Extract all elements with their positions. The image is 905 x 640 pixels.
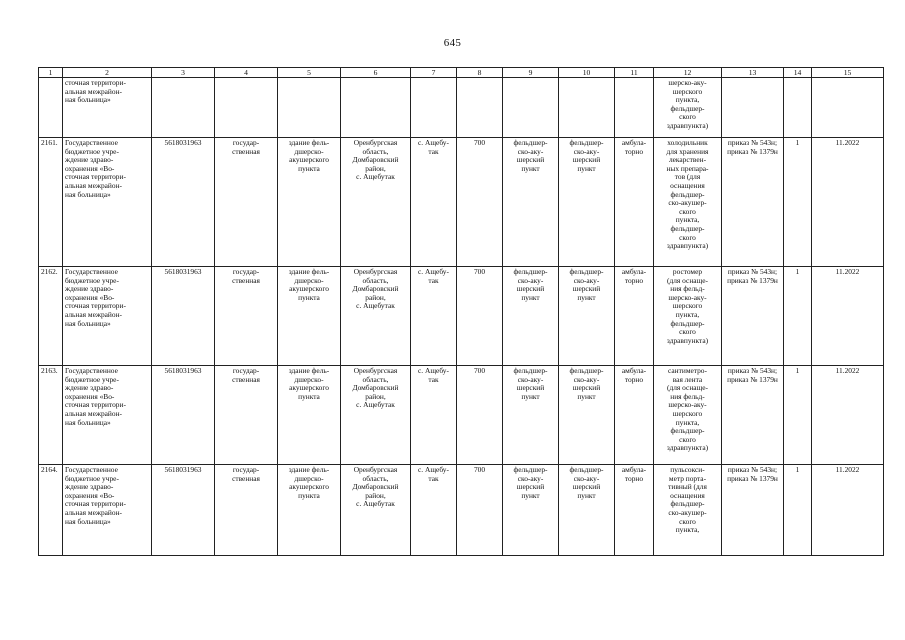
- cell-col-1: [39, 78, 63, 138]
- table-row: [39, 138, 884, 267]
- col-header-2: 2: [63, 68, 152, 78]
- cell-col-5: здание фель- дшерско- акушерского пункта: [278, 267, 341, 366]
- cell-col-6: Оренбургская область, Домбаровский район, с. Ащебутак: [341, 465, 411, 556]
- cell-col-4: государ- ственная: [215, 366, 278, 465]
- cell-col-14: [784, 78, 812, 138]
- cell-col-8: 700: [457, 138, 503, 267]
- cell-col-9: фельдшер- ско-аку- шерский пункт: [503, 267, 559, 366]
- cell-col-8: 700: [457, 267, 503, 366]
- col-header-3: 3: [152, 68, 215, 78]
- cell-col-3: 5618031963: [152, 267, 215, 366]
- cell-col-9: [503, 78, 559, 138]
- cell-col-13: [722, 78, 784, 138]
- cell-col-1: 2162.: [39, 267, 63, 366]
- cell-col-15: [812, 78, 884, 138]
- cell-col-10: фельдшер- ско-аку- шерский пункт: [559, 138, 615, 267]
- cell-col-10: [559, 78, 615, 138]
- cell-col-14: 1: [784, 465, 812, 556]
- cell-col-13: приказ № 543н; приказ № 1379н: [722, 465, 784, 556]
- col-header-11: 11: [615, 68, 654, 78]
- cell-col-12: пульсокси- метр порта- тивный (для оснащения фельдшер- ско-акушер- ского пункта,: [654, 465, 722, 556]
- col-header-8: 8: [457, 68, 503, 78]
- cell-col-4: государ- ственная: [215, 267, 278, 366]
- column-number-row: [39, 68, 884, 78]
- cell-col-9: фельдшер- ско-аку- шерский пункт: [503, 138, 559, 267]
- cell-col-5: здание фель- дшерско- акушерского пункта: [278, 138, 341, 267]
- cell-col-4: государ- ственная: [215, 138, 278, 267]
- cell-col-2: Государственное бюджетное учре- ждение здраво- охранения «Во- сточная территори- альная межрайон- ная больница»: [63, 267, 152, 366]
- cell-col-7: [411, 78, 457, 138]
- cell-col-3: 5618031963: [152, 138, 215, 267]
- cell-col-12: ростомер (для оснаще- ния фельд- шерско-аку- шерского пункта, фельдшер- ского здравпункта): [654, 267, 722, 366]
- cell-col-15: 11.2022: [812, 366, 884, 465]
- cell-col-8: [457, 78, 503, 138]
- cell-col-13: приказ № 543н; приказ № 1379н: [722, 366, 784, 465]
- col-header-7: 7: [411, 68, 457, 78]
- cell-col-1: 2161.: [39, 138, 63, 267]
- cell-col-6: Оренбургская область, Домбаровский район, с. Ащебутак: [341, 138, 411, 267]
- col-header-13: 13: [722, 68, 784, 78]
- col-header-9: 9: [503, 68, 559, 78]
- cell-col-15: 11.2022: [812, 465, 884, 556]
- cell-col-3: 5618031963: [152, 366, 215, 465]
- table-row: [39, 78, 884, 138]
- cell-col-8: 700: [457, 465, 503, 556]
- cell-col-1: 2163.: [39, 366, 63, 465]
- cell-col-10: фельдшер- ско-аку- шерский пункт: [559, 465, 615, 556]
- cell-col-5: [278, 78, 341, 138]
- col-header-6: 6: [341, 68, 411, 78]
- cell-col-5: здание фель- дшерско- акушерского пункта: [278, 465, 341, 556]
- cell-col-6: Оренбургская область, Домбаровский район, с. Ащебутак: [341, 366, 411, 465]
- cell-col-10: фельдшер- ско-аку- шерский пункт: [559, 366, 615, 465]
- cell-col-3: 5618031963: [152, 465, 215, 556]
- cell-col-7: с. Ащебу- так: [411, 138, 457, 267]
- page-number: 645: [443, 37, 462, 49]
- cell-col-15: 11.2022: [812, 267, 884, 366]
- register-table: [38, 67, 884, 556]
- cell-col-9: фельдшер- ско-аку- шерский пункт: [503, 366, 559, 465]
- cell-col-11: амбула- торно: [615, 465, 654, 556]
- cell-col-3: [152, 78, 215, 138]
- table-row: [39, 366, 884, 465]
- cell-col-12: сантиметро- вая лента (для оснаще- ния фельд- шерско-аку- шерского пункта, фельдшер- ского здравпункта): [654, 366, 722, 465]
- cell-col-11: амбула- торно: [615, 267, 654, 366]
- col-header-15: 15: [812, 68, 884, 78]
- col-header-12: 12: [654, 68, 722, 78]
- cell-col-10: фельдшер- ско-аку- шерский пункт: [559, 267, 615, 366]
- cell-col-14: 1: [784, 267, 812, 366]
- col-header-4: 4: [215, 68, 278, 78]
- cell-col-6: [341, 78, 411, 138]
- cell-col-2: Государственное бюджетное учре- ждение здраво- охранения «Во- сточная территори- альная межрайон- ная больница»: [63, 138, 152, 267]
- cell-col-14: 1: [784, 366, 812, 465]
- cell-col-6: Оренбургская область, Домбаровский район, с. Ащебутак: [341, 267, 411, 366]
- cell-col-4: [215, 78, 278, 138]
- cell-col-2: Государственное бюджетное учре- ждение здраво- охранения «Во- сточная территори- альная межрайон- ная больница»: [63, 366, 152, 465]
- cell-col-8: 700: [457, 366, 503, 465]
- cell-col-1: 2164.: [39, 465, 63, 556]
- cell-col-12: холодильник для хранения лекарствен- ных препара- тов (для оснащения фельдшер- ско-акушер- ского пункта, фельдшер- ского здравпункта): [654, 138, 722, 267]
- col-header-10: 10: [559, 68, 615, 78]
- cell-col-2: Государственное бюджетное учре- ждение здраво- охранения «Во- сточная территори- альная межрайон- ная больница»: [63, 465, 152, 556]
- cell-col-9: фельдшер- ско-аку- шерский пункт: [503, 465, 559, 556]
- cell-col-5: здание фель- дшерско- акушерского пункта: [278, 366, 341, 465]
- cell-col-11: амбула- торно: [615, 366, 654, 465]
- cell-col-14: 1: [784, 138, 812, 267]
- table-row: [39, 267, 884, 366]
- col-header-14: 14: [784, 68, 812, 78]
- cell-col-13: приказ № 543н; приказ № 1379н: [722, 267, 784, 366]
- cell-col-7: с. Ащебу- так: [411, 366, 457, 465]
- cell-col-12: шерско-аку- шерского пункта, фельдшер- ского здравпункта): [654, 78, 722, 138]
- cell-col-4: государ- ственная: [215, 465, 278, 556]
- cell-col-11: амбула- торно: [615, 138, 654, 267]
- table-row: [39, 465, 884, 556]
- col-header-5: 5: [278, 68, 341, 78]
- cell-col-2: сточная территори- альная межрайон- ная больница»: [63, 78, 152, 138]
- cell-col-15: 11.2022: [812, 138, 884, 267]
- cell-col-11: [615, 78, 654, 138]
- cell-col-13: приказ № 543н; приказ № 1379н: [722, 138, 784, 267]
- cell-col-7: с. Ащебу- так: [411, 465, 457, 556]
- cell-col-7: с. Ащебу- так: [411, 267, 457, 366]
- col-header-1: 1: [39, 68, 63, 78]
